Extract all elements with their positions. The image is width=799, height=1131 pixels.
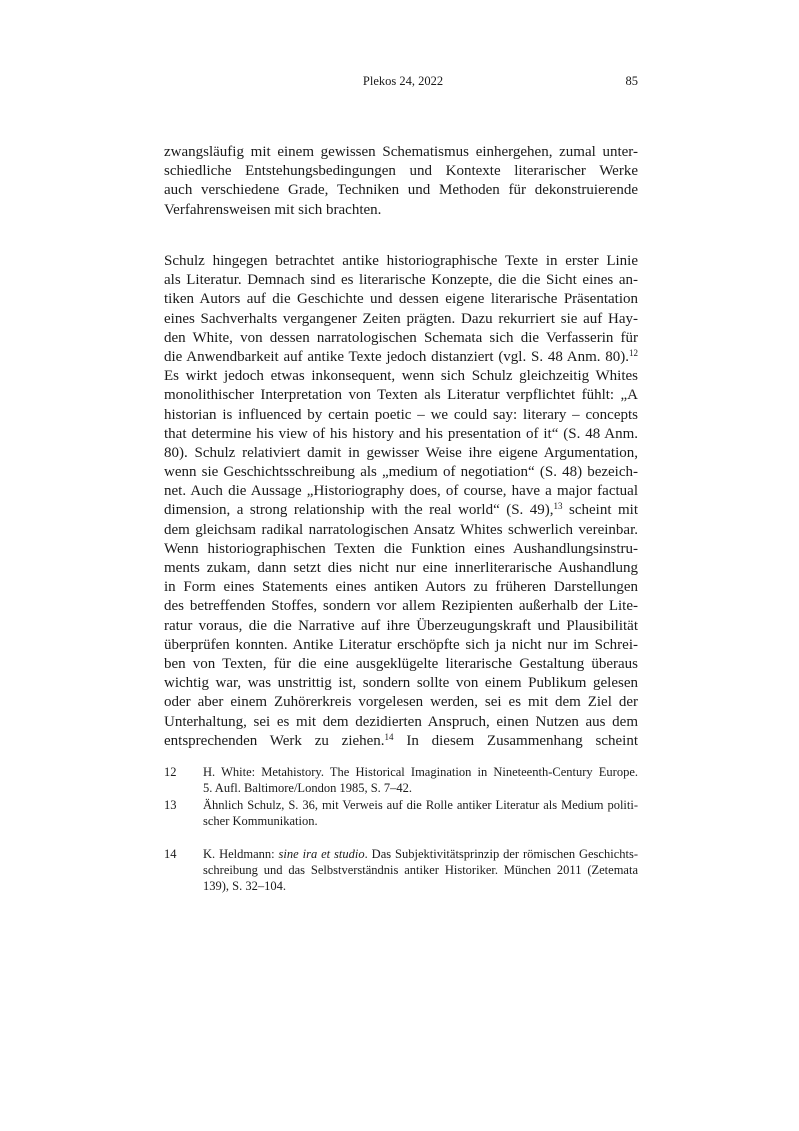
text-line [164, 693, 638, 712]
text-line [164, 636, 638, 655]
text-segment: In diesem Zusammenhang scheint [393, 732, 638, 749]
text-segment: eines Sachverhalts vergangener Zeiten prägten. Dazu rekurriert sie auf Hay- [164, 310, 638, 327]
text-segment: schiedliche Entstehungsbedingungen und Kontexte literarischer Werke [164, 163, 638, 180]
footnote-number: 12 [164, 765, 177, 779]
text-line [203, 813, 638, 829]
text-segment: die Anwendbarkeit auf antike Texte jedoch distanziert (vgl. S. 48 Anm. 80). [164, 348, 629, 365]
footnote-reference[interactable]: 13 [553, 501, 563, 512]
text-segment: schreibung und das Selbstverständnis antiker Historiker. München 2011 (Zetemata [203, 863, 638, 877]
text-segment: des betreffenden Stoffes, sondern vor allem Rezipienten außerhalb der Lite- [164, 598, 638, 615]
text-segment: ratur voraus, die die Narrative auf ihre Überzeugungskraft und Plausibilität [164, 617, 638, 634]
body-paragraph [164, 143, 638, 220]
text-line [164, 521, 638, 540]
text-segment: als Literatur. Demnach sind es literarische Konzepte, die die Sicht eines an- [164, 272, 638, 289]
footnote-text [203, 764, 638, 796]
footnote-reference[interactable]: 12 [629, 347, 638, 358]
text-line [164, 425, 638, 444]
text-line [164, 329, 638, 348]
text-segment: 5. Aufl. Baltimore/London 1985, S. 7–42. [203, 781, 413, 795]
text-line [203, 764, 638, 780]
text-segment: entsprechenden Werk zu ziehen. [164, 732, 385, 749]
text-line [164, 271, 638, 290]
text-line [164, 482, 638, 501]
page-number: 85 [625, 74, 638, 88]
text-segment: auch verschiedene Grade, Techniken und Methoden für dekonstruierende [164, 182, 638, 199]
text-line [203, 878, 638, 894]
text-segment: scher Kommunikation. [203, 814, 318, 828]
text-segment: überprüfen konnten. Antike Literatur erschöpfte sich ja nicht nur im Schrei- [164, 636, 638, 653]
text-segment: monolithischer Interpretation von Texten als Literatur verpflichtet fühlt: „A [164, 387, 638, 404]
footnote-text [203, 797, 638, 829]
text-segment: K. Heldmann: [203, 847, 279, 861]
text-segment: Ähnlich Schulz, S. 36, mit Verweis auf die Rolle antiker Literatur als Medium politi- [203, 798, 638, 812]
text-line [164, 386, 638, 405]
text-segment: zwangsläufig mit einem gewissen Schematismus einhergehen, zumal unter- [164, 144, 638, 160]
text-segment: in Form eines Statements eines antiken Autors zu früheren Darstellungen [164, 579, 638, 596]
text-segment: H. White: Metahistory. The Historical Imagination in Nineteenth-Century Europe. [203, 765, 638, 779]
text-line [164, 444, 638, 463]
text-line [164, 578, 638, 597]
running-header: Plekos 24, 2022 [362, 74, 444, 88]
footnote-reference[interactable]: 14 [384, 731, 394, 742]
text-line [164, 732, 638, 751]
text-line [164, 674, 638, 693]
text-line [164, 463, 638, 482]
text-segment: Schulz hingegen betrachtet antike historiographische Texte in erster Linie [164, 253, 638, 269]
text-line [164, 252, 638, 271]
footnote [164, 797, 638, 829]
text-line [164, 617, 638, 636]
text-line [164, 367, 638, 386]
text-segment: ments zukam, dann setzt dies nicht nur eine innerliterarische Aushandlung [164, 560, 638, 576]
text-segment: Es wirkt jedoch etwas inkonsequent, wenn sich Schulz gleichzeitig Whites [164, 368, 638, 385]
body-paragraph [164, 252, 638, 751]
text-line [203, 862, 638, 878]
text-segment: Verfahrensweisen mit sich brachten. [164, 201, 382, 218]
text-segment: . Das Subjektivitätsprinzip der römischen Geschichts- [364, 847, 638, 861]
text-segment: wenn sie Geschichtsschreibung als „medium of negotiation“ (S. 48) bezeich- [164, 464, 638, 481]
text-segment: scheint mit [562, 502, 638, 519]
footnote-text [203, 846, 638, 894]
footnote-number: 14 [164, 847, 177, 861]
text-line [164, 540, 638, 559]
text-segment: that determine his view of his history and his presentation of it“ (S. 48 Anm. [164, 425, 638, 442]
footnote [164, 846, 638, 894]
text-segment: sine ira et studio [278, 847, 365, 861]
text-segment: net. Auch die Aussage „Historiography does, of course, have a major factual [164, 483, 638, 500]
text-segment: tiken Autors auf die Geschichte und dessen eigene literarische Präsentation [164, 291, 638, 308]
text-line [164, 501, 638, 520]
text-segment: ben von Texten, für die eine ausgeklügelte literarische Gestaltung überaus [164, 655, 638, 672]
text-segment: Unterhaltung, sei es mit dem dezidierten Anspruch, einen Nutzen aus dem [164, 713, 638, 730]
text-segment: 139), S. 32–104. [203, 879, 286, 893]
text-line [164, 162, 638, 181]
text-line [203, 780, 638, 796]
text-line [164, 559, 638, 578]
footnote [164, 764, 638, 796]
text-line [164, 290, 638, 309]
text-segment: Wenn historiographischen Texten die Funktion eines Aushandlungsinstru- [164, 540, 638, 557]
text-line [164, 143, 638, 162]
text-segment: historian is influenced by certain poetic – we could say: literary – concepts [164, 406, 638, 423]
text-segment: dimension, a strong relationship with the real world“ (S. 49), [164, 502, 554, 519]
text-line [203, 797, 638, 813]
text-line [203, 846, 638, 862]
text-line [164, 655, 638, 674]
footnote-number: 13 [164, 798, 177, 812]
text-line [164, 597, 638, 616]
text-line [164, 713, 638, 732]
text-segment: wichtig war, was unstrittig ist, sondern sollte von einem Publikum gelesen [164, 675, 638, 692]
text-segment: oder aber einem Zuhörerkreis vorgelesen werden, sei es mit dem Ziel der [164, 694, 638, 711]
text-line [164, 406, 638, 425]
text-line [164, 181, 638, 200]
text-line [164, 310, 638, 329]
text-segment: den White, von dessen narratologischen Schemata sich die Verfasserin für [164, 329, 638, 346]
text-segment: 80). Schulz relativiert damit in gewisser Weise ihre eigene Argumentation, [164, 444, 638, 461]
text-line [164, 348, 638, 367]
text-line [164, 201, 638, 220]
text-segment: dem gleichsam radikal narratologischen Ansatz Whites schwerlich vereinbar. [164, 521, 638, 538]
